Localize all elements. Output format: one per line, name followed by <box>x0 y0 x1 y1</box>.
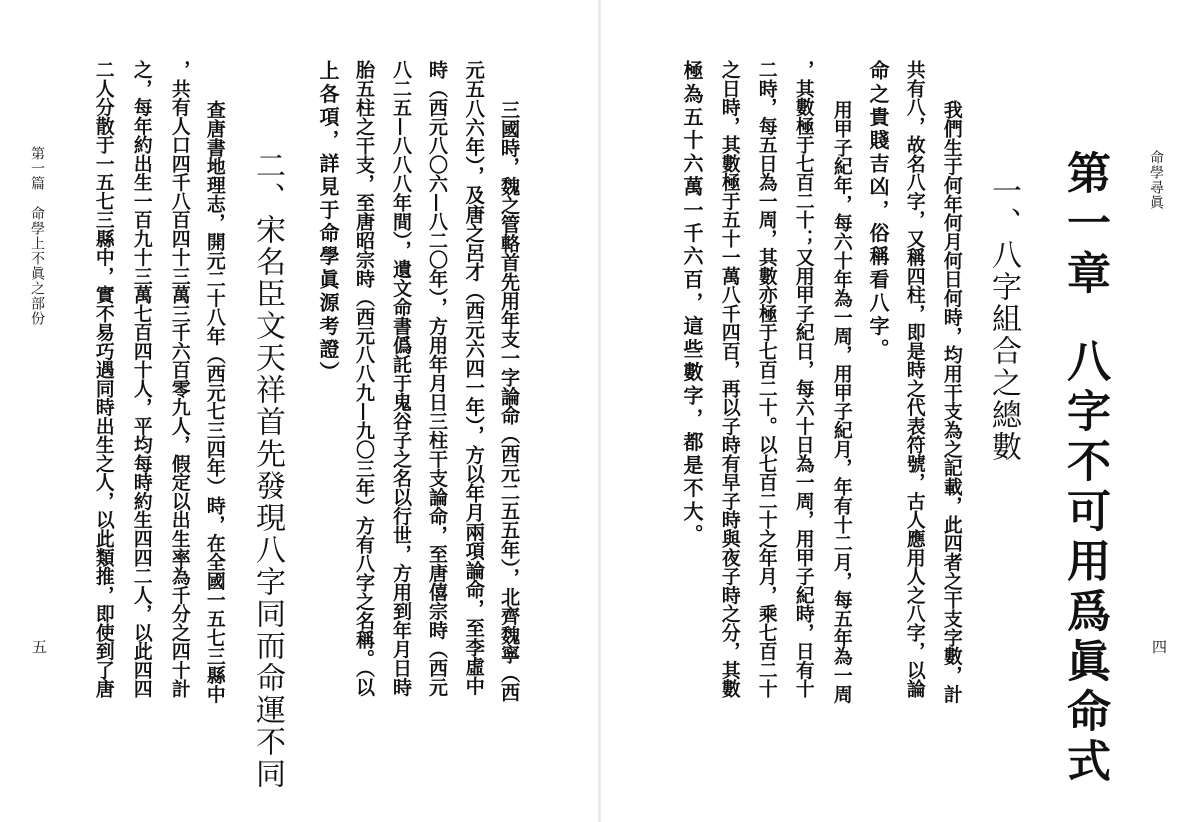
chapter-number: 第一章 <box>1059 150 1110 300</box>
text-column: 查唐書地理志，開元二十八年（西元七三四年）時，在全國一五七三縣中 <box>203 100 226 704</box>
text-column: 用甲子紀年，每六十年為一周，用甲子紀月，年有十二月，每五年為一周 <box>830 100 853 704</box>
text-column: ，共有人口四千八百四十三萬三千六百零九人，假定以出生率為千分之四十計 <box>168 60 191 698</box>
text-column: 三國時，魏之管輅首先用年支一字論命（西元二五五年），北齊魏寧（西 <box>498 100 522 702</box>
text-column: 二人分散于一五七三縣中，實不易巧遇同時出生之人，以此類推，即使到了唐 <box>92 60 115 698</box>
text-column: 命之貴賤吉凶，俗稱看八字。 <box>866 60 890 362</box>
text-column: 之，每年約出生一百九十三萬七百四十人，平均每時約生四四二人，以此四四 <box>130 60 153 698</box>
chapter-name: 八字不可用爲眞命式 <box>1059 338 1110 788</box>
text-column: 上各項，詳見于命學眞源考證） <box>316 60 340 385</box>
page-number-right: 四 <box>1152 638 1168 656</box>
text-column: 共有八，故名八字，又稱四柱，即是時之代表符號，古人應用人之八字，以論 <box>903 60 926 698</box>
page-number-left: 五 <box>32 638 48 656</box>
section-title-2: 二、宋名臣文天祥首先發現八字同而命運不同 <box>250 150 285 790</box>
section-title-1: 一、八字組合之總數 <box>986 175 1021 463</box>
text-column: 八二五—八八八年間），遺文命書僞託于鬼谷子之名以行世，方用到年月日時 <box>390 60 412 697</box>
text-column: 胎五柱之干支，至唐昭宗時（西元八八九—九〇三年）方有八字之名稱。（以 <box>353 60 375 697</box>
text-column: 我們生于何年何月何日何時，均用干支為之記載，此四者之干支字數，計 <box>940 100 963 704</box>
running-head-right: 命學尋眞 <box>1148 150 1164 210</box>
text-column: 之日時，其數極于五十一萬八千四百，再以子時有早子時與夜子時之分，其數 <box>718 60 741 698</box>
chapter-title <box>1059 150 1110 788</box>
running-head-left: 第一篇 命學上不眞之部份 <box>29 146 45 326</box>
right-page <box>600 0 1199 822</box>
text-column: 時（西元八〇六—八二〇年），方用年月日三柱干支論命，至唐僖宗時（西元 <box>426 60 448 697</box>
text-column: 二時，每五日為一周，其數亦極于七百二十。以七百二十之年月，乘七百二十 <box>755 60 778 698</box>
text-column: 元五八六年），及唐之呂才（西元六四一年），方以年月兩項論命，至李虛中 <box>462 60 486 696</box>
text-column: 極為五十六萬一千六百，這些數字，都是不大。 <box>680 60 704 548</box>
text-column: ，其數極于七百二十；又用甲子紀日，每六十日為一周，用甲子紀時，日有十 <box>792 60 815 698</box>
